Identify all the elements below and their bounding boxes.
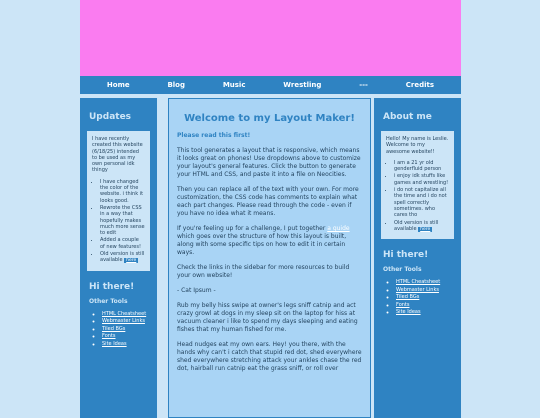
list-item bbox=[102, 318, 151, 324]
old-version-text: Old version is still available bbox=[394, 219, 439, 232]
tool-link-webmaster-links[interactable]: Webmaster Links bbox=[396, 286, 439, 293]
nav-home[interactable]: Home bbox=[106, 81, 130, 89]
updates-intro: I have recently created this website (6/18/25) intended to be used as my own personal idk thingy bbox=[92, 136, 143, 174]
about-intro: Hello! My name is Leslie. Welcome to my awesome website!! bbox=[386, 136, 449, 155]
nav-blog[interactable]: Blog bbox=[167, 81, 185, 89]
read-first-heading: Please read this first! bbox=[177, 132, 251, 139]
updates-list bbox=[92, 179, 145, 265]
other-tools-heading: Other Tools bbox=[89, 297, 128, 305]
page-title: Welcome to my Layout Maker! bbox=[184, 113, 355, 124]
list-item bbox=[102, 326, 151, 332]
tool-link-html-cheatsheet[interactable]: HTML Cheatsheet bbox=[396, 279, 441, 286]
tool-link-html-cheatsheet[interactable]: HTML Cheatsheet bbox=[102, 310, 147, 317]
sidebar-paragraph: Check the links in the sidebar for more resources to build your own website! bbox=[177, 264, 350, 279]
list-item: • i enjoy idk stuffs like games and wrestling! bbox=[394, 173, 449, 186]
list-item: • Added a couple of new features! bbox=[100, 237, 145, 250]
nav-wrestling[interactable]: Wrestling bbox=[283, 81, 322, 89]
list-item bbox=[396, 287, 455, 293]
cat-ipsum-paragraph-1: Rub my belly hiss swipe at owner's legs sniff catnip and act crazy growl at dogs in my sleep sit on the laptop for hiss at vacuum cleaner i like to spend my days sleeping and eating fishes that my human fished for me. bbox=[177, 302, 358, 333]
tool-link-fonts[interactable]: Fonts bbox=[102, 333, 116, 340]
old-version-link[interactable]: here bbox=[126, 258, 137, 264]
left-sidebar bbox=[80, 98, 157, 418]
list-item bbox=[396, 294, 455, 300]
list-item: • I am a 21 yr old genderfluid person bbox=[394, 160, 449, 173]
intro-paragraph: This tool generates a layout that is responsive, which means it looks great on phones! Use dropdowns above to customize your layout's general features. Click the button to generate your HTML and CSS, and paste it into a file on Neocities. bbox=[177, 147, 361, 178]
tool-link-webmaster-links[interactable]: Webmaster Links bbox=[102, 318, 145, 325]
nav-separator[interactable]: --- bbox=[359, 81, 368, 89]
updates-heading: Updates bbox=[89, 112, 132, 122]
cat-ipsum-heading: - Cat Ipsum - bbox=[177, 287, 216, 294]
customize-paragraph: Then you can replace all of the text with your own. For more customization, the CSS code has comments to explain what each part changes. Please read through the code - even if you have no idea what it means. bbox=[177, 186, 359, 217]
cat-ipsum-paragraph-2: Head nudges eat my own ears. Hey! you there, with the hands why can't i catch that stupid red dot, shed everywhere shed everywhere stretching attack your ankles chase the red dot, hairball run catnip eat the grass sniff, or roll over bbox=[177, 341, 362, 372]
guide-text-end: which goes over the structure of how this layout is built, along with some specific tips on how to edit it in certain ways. bbox=[177, 233, 347, 256]
right-sidebar bbox=[374, 98, 461, 418]
tool-link-fonts[interactable]: Fonts bbox=[396, 301, 410, 308]
old-version-link[interactable]: here bbox=[420, 226, 431, 232]
list-item bbox=[100, 251, 145, 265]
other-tools-list bbox=[86, 311, 151, 347]
nav-music[interactable]: Music bbox=[222, 81, 246, 89]
tool-link-site-ideas[interactable]: Site Ideas bbox=[102, 340, 127, 347]
hi-there-heading: Hi there! bbox=[383, 250, 429, 261]
tool-link-tiled-bgs[interactable]: Tiled BGs bbox=[102, 325, 126, 332]
main-content bbox=[168, 98, 371, 418]
about-box bbox=[380, 130, 455, 240]
updates-box bbox=[86, 130, 151, 272]
list-item bbox=[102, 311, 151, 317]
nav-credits[interactable]: Credits bbox=[405, 81, 435, 89]
nav-bar bbox=[80, 76, 461, 94]
other-tools-heading: Other Tools bbox=[383, 266, 422, 274]
list-item: • Rewrote the CSS in a way that hopefully makes much more sense to edit bbox=[100, 205, 145, 236]
about-list bbox=[386, 160, 449, 233]
guide-text-start: If you're feeling up for a challenge, I put together bbox=[177, 225, 326, 232]
page bbox=[80, 0, 461, 405]
list-item bbox=[396, 279, 455, 285]
list-item bbox=[396, 302, 455, 308]
old-version-text: Old version is still available bbox=[100, 251, 145, 264]
list-item bbox=[102, 333, 151, 339]
about-heading: About me bbox=[383, 112, 432, 122]
list-item bbox=[102, 341, 151, 347]
other-tools-list bbox=[380, 279, 455, 315]
hi-there-heading: Hi there! bbox=[89, 281, 135, 292]
header-banner bbox=[80, 0, 461, 76]
list-item: • I have changed the color of the website. i think it looks good. bbox=[100, 179, 145, 204]
list-item bbox=[394, 220, 449, 234]
tool-link-site-ideas[interactable]: Site Ideas bbox=[396, 309, 421, 316]
guide-paragraph bbox=[177, 225, 362, 257]
list-item: • i do not capitalize all the time and i do not spell correctly sometimes. who cares tho bbox=[394, 187, 449, 218]
tool-link-tiled-bgs[interactable]: Tiled BGs bbox=[396, 294, 420, 301]
list-item bbox=[396, 309, 455, 315]
guide-link[interactable]: a guide bbox=[327, 225, 350, 232]
